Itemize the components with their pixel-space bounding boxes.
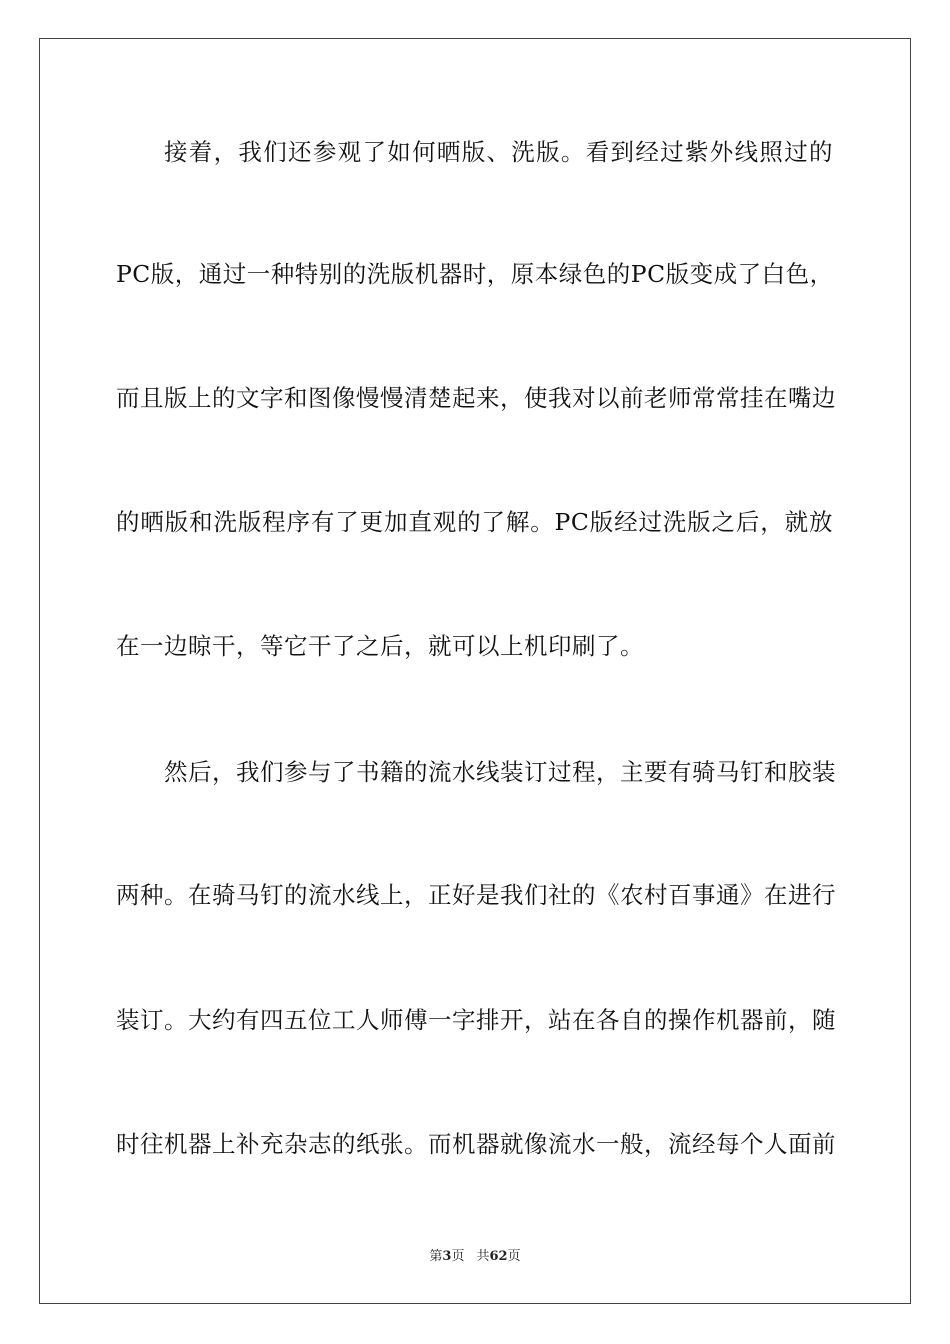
page-border: [39, 38, 911, 1304]
text-line: 而且版上的文字和图像慢慢清楚起来，使我对以前老师常常挂在嘴边: [116, 384, 836, 412]
total-label-suffix: 页: [507, 1249, 521, 1264]
text-line: PC版，通过一种特别的洗版机器时，原本绿色的PC版变成了白色，: [116, 260, 834, 288]
text-line: 装订。大约有四五位工人师傅一字排开，站在各自的操作机器前，随: [116, 1006, 836, 1034]
page-number: 3: [442, 1249, 452, 1264]
text-line: 接着，我们还参观了如何晒版、洗版。看到经过紫外线照过的: [164, 138, 833, 166]
text-line: 时往机器上补充杂志的纸张。而机器就像流水一般，流经每个人面前: [116, 1130, 836, 1158]
text-line: 两种。在骑马钉的流水线上，正好是我们社的《农村百事通》在进行: [116, 881, 836, 909]
page-label-prefix: 第: [429, 1249, 443, 1264]
total-pages: 62: [489, 1249, 508, 1264]
total-label-prefix: 共: [476, 1249, 490, 1264]
text-line: 的晒版和洗版程序有了更加直观的了解。PC版经过洗版之后，就放: [116, 508, 833, 536]
text-line: 在一边晾干，等它干了之后，就可以上机印刷了。: [116, 632, 644, 660]
text-line: 然后，我们参与了书籍的流水线装订过程，主要有骑马钉和胶装: [164, 758, 836, 786]
page-label-suffix: 页: [451, 1249, 465, 1264]
page-footer: [0, 1248, 950, 1266]
